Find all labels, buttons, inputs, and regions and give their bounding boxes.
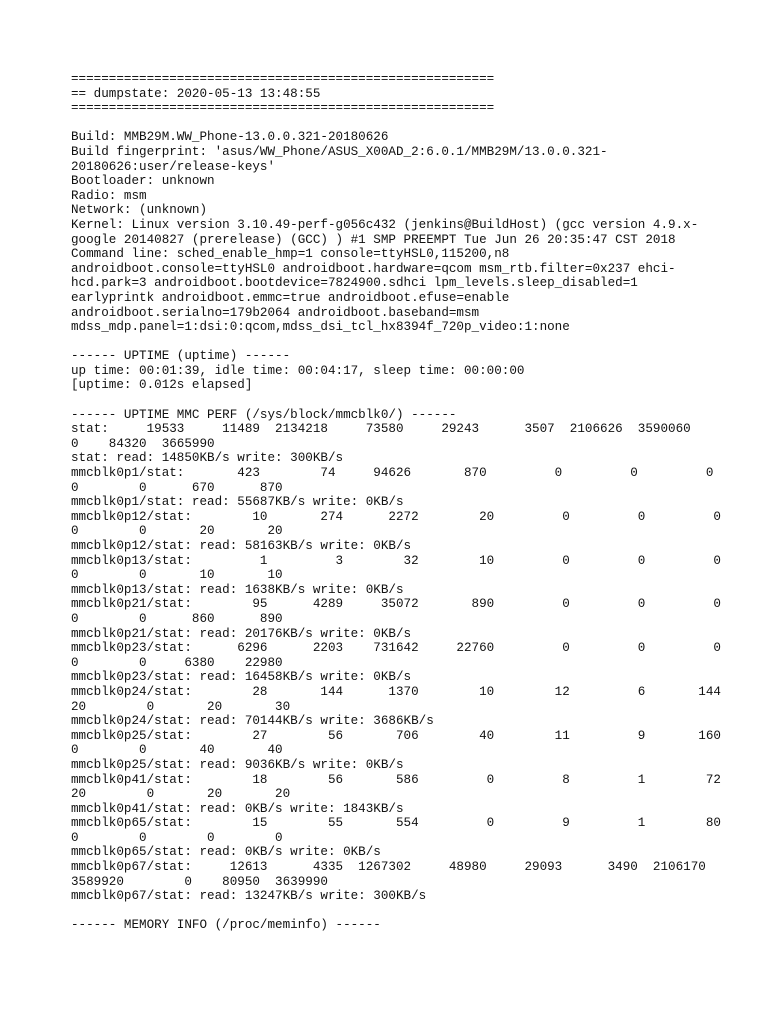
cmdline-line-1: Command line: sched_enable_hmp=1 console=ttyHSL0,115200,n8 <box>71 247 510 262</box>
uptime-line-1: up time: 00:01:39, idle time: 00:04:17, sleep time: 00:00:00 <box>71 363 525 378</box>
mmc-stat-line: 0 0 40 40 <box>71 743 283 758</box>
cmdline-line-2: androidboot.console=ttyHSL0 androidboot.hardware=qcom msm_rtb.filter=0x237 ehci- <box>71 261 676 276</box>
memory-info-heading: ------ MEMORY INFO (/proc/meminfo) ------ <box>71 918 381 933</box>
header-rule-top: ======================================================== <box>71 72 495 86</box>
kernel-line-2: google 20140827 (prerelease) (GCC) ) #1 SMP PREEMPT Tue Jun 26 20:35:47 CST 2018 <box>71 232 676 247</box>
mmc-stat-line: mmcblk0p67/stat: 12613 4335 1267302 48980 29093 3490 2106170 <box>71 860 706 875</box>
mmc-stat-line: mmcblk0p13/stat: 1 3 32 10 0 0 0 <box>71 553 721 568</box>
mmc-stat-line: 0 0 6380 22980 <box>71 655 283 670</box>
mmc-stat-line: mmcblk0p65/stat: read: 0KB/s write: 0KB/s <box>71 845 381 860</box>
spacer <box>71 904 751 919</box>
network-line: Network: (unknown) <box>71 203 208 218</box>
dumpstate-title: == dumpstate: 2020-05-13 13:48:55 <box>71 86 321 101</box>
cmdline-line-3: hcd.park=3 androidboot.bootdevice=7824900.sdhci lpm_levels.sleep_disabled=1 <box>71 276 638 291</box>
mmc-stat-line: 20 0 20 30 <box>71 699 291 714</box>
cmdline-line-5: androidboot.serialno=179b2064 androidboot.baseband=msm <box>71 305 480 320</box>
mmc-stat-line: 20 0 20 20 <box>71 787 291 802</box>
mmc-stat-line: mmcblk0p25/stat: read: 9036KB/s write: 0KB/s <box>71 757 404 772</box>
mmc-stat-line: mmcblk0p65/stat: 15 55 554 0 9 1 80 <box>71 816 721 831</box>
mmc-stat-line: stat: 19533 11489 2134218 73580 29243 3507 2106626 3590060 <box>71 422 691 437</box>
mmc-stat-line: mmcblk0p21/stat: 95 4289 35072 890 0 0 0 <box>71 597 721 612</box>
cmdline-line-6: mdss_mdp.panel=1:dsi:0:qcom,mdss_dsi_tcl_hx8394f_720p_video:1:none <box>71 320 570 335</box>
build-line: Build: MMB29M.WW_Phone-13.0.0.321-20180626 <box>71 130 389 145</box>
mmc-stat-line: stat: read: 14850KB/s write: 300KB/s <box>71 451 344 466</box>
mmc-stat-line: 0 84320 3665990 <box>71 436 215 451</box>
mmc-stat-line: mmcblk0p41/stat: 18 56 586 0 8 1 72 <box>71 772 721 787</box>
mmc-stat-line: mmcblk0p25/stat: 27 56 706 40 11 9 160 <box>71 728 721 743</box>
mmc-stat-line: 0 0 20 20 <box>71 524 283 539</box>
mmc-stat-line: mmcblk0p23/stat: 6296 2203 731642 22760 0 0 0 <box>71 641 721 656</box>
mmc-stat-line: 3589920 0 80950 3639990 <box>71 874 328 889</box>
mmc-stat-line: 0 0 860 890 <box>71 611 283 626</box>
mmc-stat-line: mmcblk0p1/stat: 423 74 94626 870 0 0 0 <box>71 466 714 481</box>
uptime-heading: ------ UPTIME (uptime) ------ <box>71 349 291 364</box>
mmc-perf-stats <box>71 422 751 904</box>
mmc-stat-line: mmcblk0p13/stat: read: 1638KB/s write: 0KB/s <box>71 582 404 597</box>
mmc-stat-line: mmcblk0p23/stat: read: 16458KB/s write: 0KB/s <box>71 670 412 685</box>
cmdline-line-4: earlyprintk androidboot.emmc=true androidboot.efuse=enable <box>71 290 510 305</box>
mmc-stat-line: mmcblk0p12/stat: 10 274 2272 20 0 0 0 <box>71 509 721 524</box>
fingerprint-line-2: 20180626:user/release-keys' <box>71 159 276 174</box>
fingerprint-line-1: Build fingerprint: 'asus/WW_Phone/ASUS_X00AD_2:6.0.1/MMB29M/13.0.0.321- <box>71 144 608 159</box>
mmc-stat-line: mmcblk0p41/stat: read: 0KB/s write: 1843KB/s <box>71 801 404 816</box>
kernel-line-1: Kernel: Linux version 3.10.49-perf-g056c432 (jenkins@BuildHost) (gcc version 4.9.x- <box>71 217 699 232</box>
mmc-stat-line: mmcblk0p24/stat: 28 144 1370 10 12 6 144 <box>71 684 721 699</box>
dumpstate-document <box>71 72 751 933</box>
header-rule-bottom: ======================================================== <box>71 101 495 116</box>
mmc-stat-line: 0 0 0 0 <box>71 830 283 845</box>
mmc-stat-line: mmcblk0p1/stat: read: 55687KB/s write: 0KB/s <box>71 495 404 510</box>
mmc-stat-line: mmcblk0p12/stat: read: 58163KB/s write: 0KB/s <box>71 539 412 553</box>
spacer <box>71 335 751 350</box>
radio-line: Radio: msm <box>71 188 147 203</box>
uptime-line-2: [uptime: 0.012s elapsed] <box>71 378 253 393</box>
mmc-stat-line: 0 0 670 870 <box>71 480 283 495</box>
mmc-perf-heading: ------ UPTIME MMC PERF (/sys/block/mmcblk0/) ------ <box>71 407 457 422</box>
spacer <box>71 393 751 408</box>
spacer <box>71 116 751 131</box>
mmc-stat-line: mmcblk0p24/stat: read: 70144KB/s write: 3686KB/s <box>71 714 434 729</box>
bootloader-line: Bootloader: unknown <box>71 174 215 189</box>
mmc-stat-line: 0 0 10 10 <box>71 568 283 583</box>
mmc-stat-line: mmcblk0p21/stat: read: 20176KB/s write: 0KB/s <box>71 626 412 641</box>
mmc-stat-line: mmcblk0p67/stat: read: 13247KB/s write: 300KB/s <box>71 889 427 904</box>
